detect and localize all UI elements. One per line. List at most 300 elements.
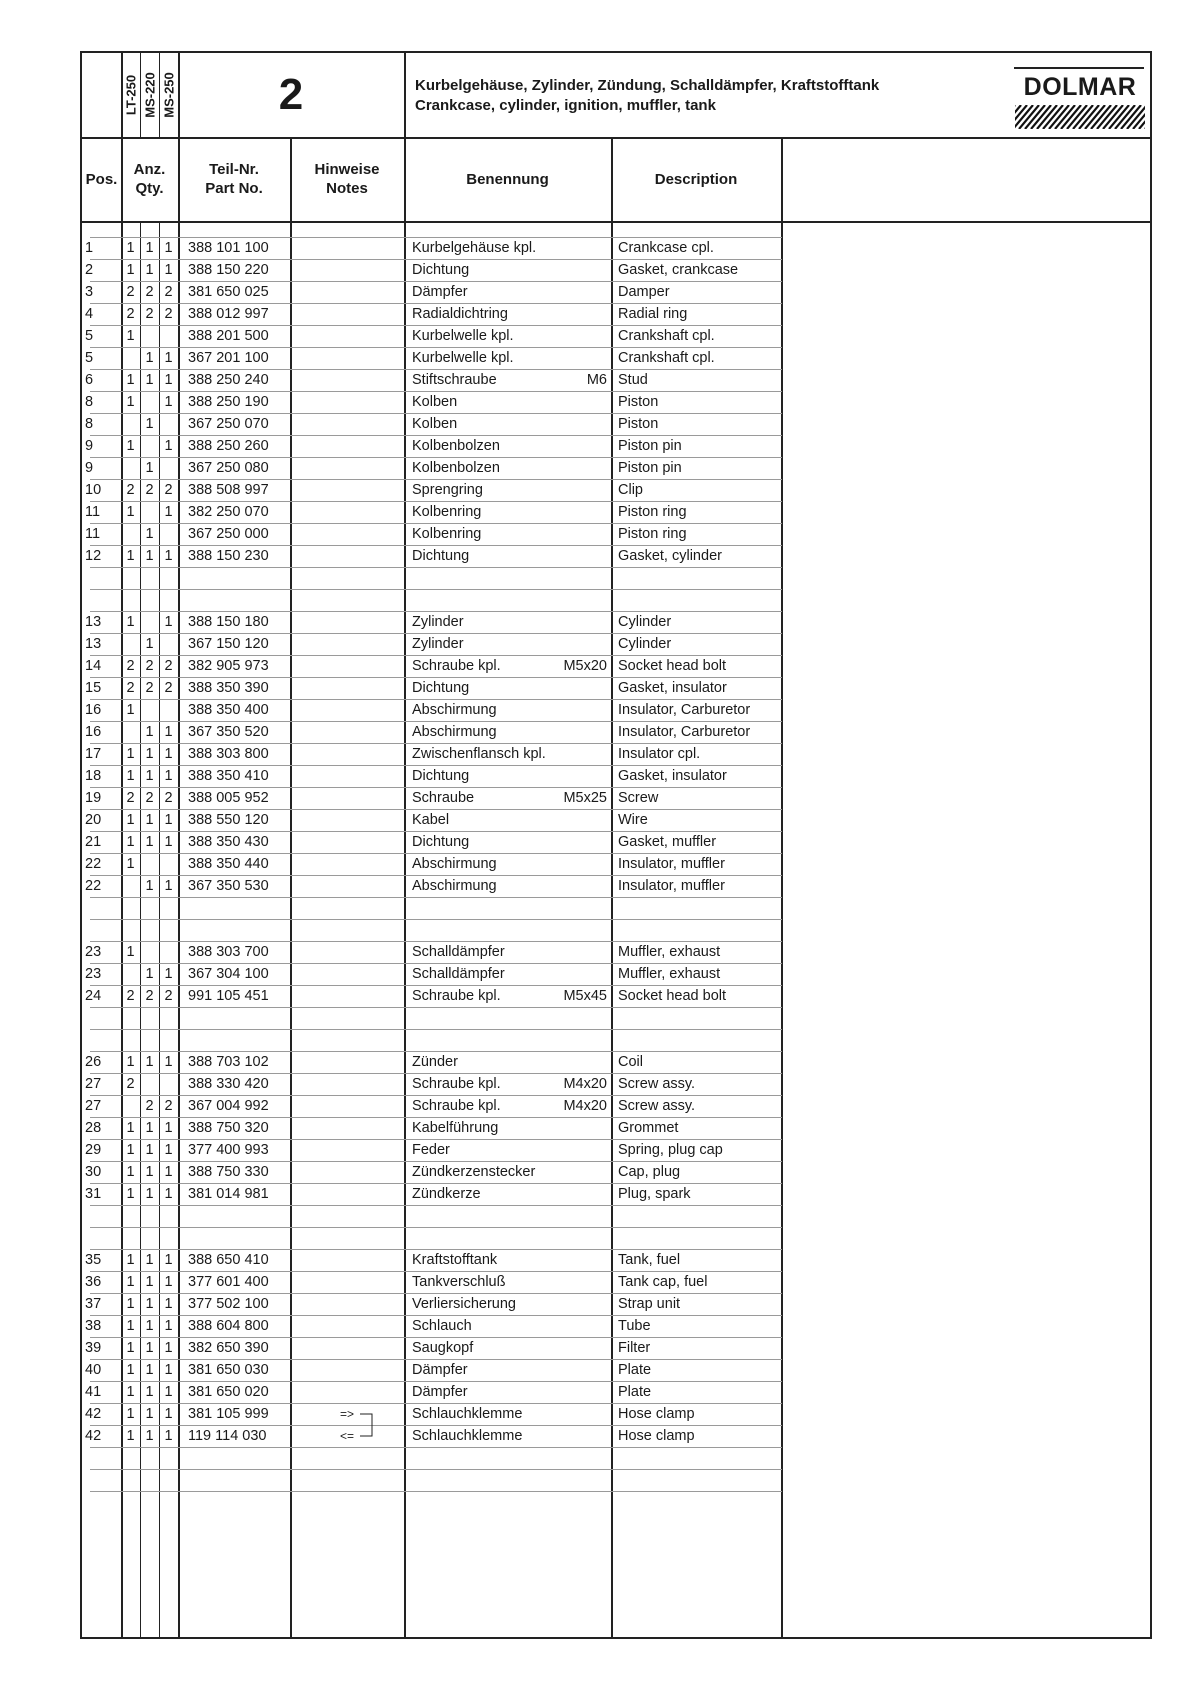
cell-q2: 1 [145,548,154,564]
model-label-ms220: MS-220 [142,72,157,118]
cell-pos: 29 [85,1142,102,1158]
cell-q2: 1 [145,526,154,542]
cell-en: Crankshaft cpl. [618,328,715,344]
cell-q3: 1 [164,394,173,410]
cell-de: Dämpfer [412,1384,468,1400]
cell-q1: 1 [126,1164,135,1180]
cell-q1: 2 [126,680,135,696]
cell-en: Stud [618,372,648,388]
cell-de: Zylinder [412,614,464,630]
cell-part: 388 703 102 [188,1054,269,1070]
cell-q1: 1 [126,504,135,520]
cell-pos: 13 [85,636,102,652]
cell-en: Socket head bolt [618,658,727,674]
cell-q3: 2 [164,306,173,322]
cell-part: 388 303 700 [188,944,269,960]
cell-q1: 1 [126,1384,135,1400]
cell-part: 367 350 520 [188,724,269,740]
cell-pos: 4 [85,306,94,322]
cell-q2: 1 [145,240,154,256]
cell-pos: 11 [85,504,101,520]
cell-pos: 16 [85,724,102,740]
cell-q2: 1 [145,746,154,762]
cell-q3: 1 [164,1186,173,1202]
cell-q1: 2 [126,790,135,806]
cell-q3: 1 [164,1384,173,1400]
cell-part: 382 650 390 [188,1340,269,1356]
cell-part: 388 750 320 [188,1120,269,1136]
cell-en: Damper [618,284,670,300]
cell-en: Wire [618,812,648,828]
cell-q2: 1 [145,1186,154,1202]
cell-q3: 2 [164,988,173,1004]
cell-q2: 1 [145,1296,154,1312]
cell-part: 991 105 451 [188,988,269,1004]
cell-q3: 1 [164,1362,173,1378]
cell-part: 367 250 070 [188,416,269,432]
cell-q2: 1 [145,1340,154,1356]
cell-en: Coil [618,1054,643,1070]
cell-en: Tank cap, fuel [618,1274,708,1290]
cell-pos: 1 [85,240,94,256]
cell-q3: 1 [164,878,173,894]
cell-part: 367 304 100 [188,966,269,982]
logo-stripes-icon [1015,105,1145,129]
cell-q2: 1 [145,1318,154,1334]
cell-de: Zündkerze [412,1186,481,1202]
cell-q3: 1 [164,834,173,850]
cell-q2: 1 [145,1384,154,1400]
cell-en: Piston pin [618,460,682,476]
cell-en: Insulator cpl. [618,746,701,762]
cell-de: Kolbenring [412,526,482,542]
page-header [82,53,1150,139]
cell-pos: 22 [85,856,102,872]
cell-q1: 1 [126,394,135,410]
cell-q1: 1 [126,240,135,256]
cell-pos: 6 [85,372,94,388]
cell-part: 367 350 530 [188,878,269,894]
cell-en: Screw assy. [618,1076,696,1092]
cell-en: Strap unit [618,1296,681,1312]
cell-de: Kolbenring [412,504,482,520]
cell-de: Abschirmung [412,724,497,740]
cell-en: Screw [618,790,659,806]
cell-de: Kolbenbolzen [412,438,500,454]
cell-q2: 1 [145,724,154,740]
cell-q1: 1 [126,768,135,784]
cell-de: Schalldämpfer [412,966,505,982]
cell-q1: 2 [126,284,135,300]
cell-q3: 1 [164,548,173,564]
cell-q1: 2 [126,1076,135,1092]
cell-de: Kolbenbolzen [412,460,500,476]
cell-de: Abschirmung [412,702,497,718]
cell-q2: 2 [145,658,154,674]
cell-pos: 39 [85,1340,102,1356]
cell-part: 388 250 260 [188,438,269,454]
cell-q3: 1 [164,1054,173,1070]
cell-en: Cap, plug [618,1164,681,1180]
cell-de: Sprengring [412,482,483,498]
cell-pos: 21 [85,834,102,850]
cell-de: Schlauch [412,1318,472,1334]
cell-part: 388 150 220 [188,262,269,278]
cell-q2: 1 [145,1406,154,1422]
cell-pos: 18 [85,768,102,784]
cell-de: Stiftschraube [412,372,497,388]
cell-q1: 1 [126,1296,135,1312]
cell-q3: 2 [164,1098,173,1114]
cell-de: Dichtung [412,680,470,696]
cell-de: Schraube kpl. [412,988,501,1004]
cell-en: Plug, spark [618,1186,691,1202]
parts-list-sheet [80,51,1152,1639]
cell-en: Screw assy. [618,1098,696,1114]
cell-pos: 10 [85,482,102,498]
cell-q2: 2 [145,482,154,498]
cell-q2: 2 [145,790,154,806]
cell-part: 382 905 973 [188,658,269,674]
cell-part: 388 350 400 [188,702,269,718]
cell-pos: 42 [85,1428,102,1444]
cell-q3: 1 [164,1252,173,1268]
cell-q2: 2 [145,680,154,696]
cell-pos: 15 [85,680,102,696]
cell-de: Kolben [412,416,458,432]
cell-q1: 1 [126,1406,135,1422]
cell-q3: 1 [164,812,173,828]
cell-q1: 1 [126,1318,135,1334]
cell-en: Piston [618,416,659,432]
cell-pos: 38 [85,1318,102,1334]
cell-q1: 2 [126,306,135,322]
cell-de: Saugkopf [412,1340,474,1356]
cell-pos: 8 [85,416,94,432]
cell-q3: 1 [164,1164,173,1180]
cell-de: Dichtung [412,834,470,850]
cell-pos: 24 [85,988,102,1004]
cell-q1: 1 [126,548,135,564]
cell-pos: 5 [85,328,94,344]
cell-en: Socket head bolt [618,988,727,1004]
cell-pos: 23 [85,966,102,982]
cell-q3: 1 [164,240,173,256]
cell-en: Gasket, muffler [618,834,717,850]
cell-q2: 2 [145,306,154,322]
cell-pos: 26 [85,1054,102,1070]
cell-q2: 1 [145,1362,154,1378]
cell-de: Zwischenflansch kpl. [412,746,546,762]
cell-de: Schlauchklemme [412,1406,523,1422]
cell-pos: 11 [85,526,101,542]
cell-q2: 1 [145,1252,154,1268]
column-header-description: Description [654,170,738,188]
cell-pos: 19 [85,790,102,806]
cell-q1: 1 [126,856,135,872]
cell-pos: 36 [85,1274,102,1290]
cell-q1: 1 [126,746,135,762]
cell-q1: 1 [126,372,135,388]
cell-q1: 1 [126,1362,135,1378]
cell-en: Radial ring [618,306,688,322]
cell-q1: 1 [126,702,135,718]
cell-q2: 1 [145,262,154,278]
cell-de: Kurbelwelle kpl. [412,328,514,344]
cell-q3: 1 [164,1318,173,1334]
section-title-en: Crankcase, cylinder, ignition, muffler, tank [415,97,716,114]
cell-en: Muffler, exhaust [618,966,721,982]
cell-pos: 22 [85,878,102,894]
cell-pos: 27 [85,1098,102,1114]
cell-q2: 1 [145,1164,154,1180]
cell-de: Dichtung [412,548,470,564]
cell-q2: 1 [145,878,154,894]
cell-de: Schraube kpl. [412,1076,501,1092]
cell-spec: M4x20 [563,1076,607,1092]
cell-q3: 1 [164,1340,173,1356]
cell-part: 388 650 410 [188,1252,269,1268]
cell-de: Zünder [412,1054,458,1070]
cell-pos: 14 [85,658,102,674]
cell-part: 367 004 992 [188,1098,269,1114]
cell-q3: 1 [164,768,173,784]
cell-q3: 1 [164,350,173,366]
cell-part: 388 350 430 [188,834,269,850]
cell-pos: 41 [85,1384,102,1400]
cell-q1: 1 [126,1186,135,1202]
cell-en: Tank, fuel [618,1252,681,1268]
cell-q2: 1 [145,350,154,366]
cell-q2: 1 [145,812,154,828]
cell-part: 388 250 240 [188,372,269,388]
cell-pos: 20 [85,812,102,828]
cell-pos: 27 [85,1076,102,1092]
cell-de: Schraube kpl. [412,658,501,674]
cell-part: 381 014 981 [188,1186,269,1202]
cell-en: Insulator, muffler [618,878,725,894]
cell-de: Dichtung [412,262,470,278]
cell-q1: 1 [126,1340,135,1356]
cell-q3: 1 [164,504,173,520]
cell-part: 377 601 400 [188,1274,269,1290]
link-bracket-icon [360,1412,380,1438]
cell-en: Hose clamp [618,1428,695,1444]
brand-name: DOLMAR [1023,73,1137,101]
cell-q3: 2 [164,482,173,498]
cell-de: Verliersicherung [412,1296,516,1312]
cell-q3: 1 [164,1296,173,1312]
cell-pos: 23 [85,944,102,960]
cell-de: Dämpfer [412,284,468,300]
cell-q3: 1 [164,1274,173,1290]
cell-en: Filter [618,1340,651,1356]
cell-q3: 1 [164,724,173,740]
cell-q2: 1 [145,460,154,476]
cell-spec: M5x45 [563,988,607,1004]
cell-pos: 9 [85,460,94,476]
cell-spec: M6 [586,372,607,388]
cell-part: 388 201 500 [188,328,269,344]
cell-q2: 1 [145,372,154,388]
cell-pos: 5 [85,350,94,366]
cell-pos: 17 [85,746,102,762]
cell-pos: 42 [85,1406,102,1422]
cell-q1: 1 [126,438,135,454]
model-label-lt250: LT-250 [123,74,138,116]
cell-de: Abschirmung [412,878,497,894]
cell-part: 367 250 000 [188,526,269,542]
cell-en: Piston [618,394,659,410]
cell-q3: 1 [164,1406,173,1422]
cell-en: Gasket, insulator [618,680,727,696]
cell-part: 388 350 410 [188,768,269,784]
cell-en: Plate [618,1384,652,1400]
cell-q1: 1 [126,834,135,850]
cell-q1: 1 [126,1054,135,1070]
cell-q1: 2 [126,482,135,498]
cell-q1: 1 [126,944,135,960]
cell-en: Insulator, Carburetor [618,724,751,740]
cell-q2: 2 [145,1098,154,1114]
cell-part: 388 750 330 [188,1164,269,1180]
cell-q1: 2 [126,658,135,674]
cell-en: Muffler, exhaust [618,944,721,960]
cell-de: Tankverschluß [412,1274,506,1290]
model-label-ms250: MS-250 [161,72,176,118]
cell-note: <= [340,1429,355,1443]
cell-en: Crankshaft cpl. [618,350,715,366]
cell-pos: 35 [85,1252,102,1268]
cell-part: 119 114 030 [188,1428,267,1444]
cell-part: 388 012 997 [188,306,269,322]
cell-q2: 2 [145,284,154,300]
cell-pos: 31 [85,1186,102,1202]
cell-en: Plate [618,1362,652,1378]
cell-pos: 40 [85,1362,102,1378]
cell-spec: M5x20 [563,658,607,674]
cell-en: Hose clamp [618,1406,695,1422]
cell-en: Piston ring [618,504,687,520]
cell-de: Kurbelwelle kpl. [412,350,514,366]
column-header-benennung: Benennung [466,170,549,188]
cell-de: Zylinder [412,636,464,652]
cell-q3: 2 [164,284,173,300]
cell-pos: 37 [85,1296,102,1312]
cell-q2: 1 [145,1142,154,1158]
cell-de: Schalldämpfer [412,944,505,960]
cell-en: Spring, plug cap [618,1142,723,1158]
cell-part: 381 650 030 [188,1362,269,1378]
cell-en: Insulator, Carburetor [618,702,751,718]
cell-part: 381 650 020 [188,1384,269,1400]
cell-q1: 1 [126,1120,135,1136]
cell-q1: 1 [126,1252,135,1268]
cell-pos: 13 [85,614,102,630]
cell-de: Kurbelgehäuse kpl. [412,240,537,256]
cell-q3: 1 [164,1120,173,1136]
cell-pos: 8 [85,394,94,410]
cell-spec: M4x20 [563,1098,607,1114]
cell-en: Piston pin [618,438,682,454]
cell-q3: 1 [164,614,173,630]
cell-q2: 1 [145,1274,154,1290]
cell-part: 388 303 800 [188,746,269,762]
cell-part: 381 650 025 [188,284,269,300]
cell-q3: 2 [164,790,173,806]
cell-de: Schraube kpl. [412,1098,501,1114]
cell-de: Kraftstofftank [412,1252,498,1268]
cell-q3: 1 [164,372,173,388]
cell-q1: 1 [126,812,135,828]
cell-q1: 1 [126,1428,135,1444]
cell-q3: 1 [164,262,173,278]
cell-pos: 2 [85,262,94,278]
cell-part: 388 150 230 [188,548,269,564]
cell-q2: 1 [145,416,154,432]
cell-de: Abschirmung [412,856,497,872]
cell-en: Grommet [618,1120,679,1136]
brand-logo [1014,61,1146,131]
cell-note: => [340,1407,355,1421]
cell-q2: 1 [145,636,154,652]
cell-part: 388 330 420 [188,1076,269,1092]
cell-pos: 3 [85,284,94,300]
cell-spec: M5x25 [563,790,607,806]
cell-part: 388 350 440 [188,856,269,872]
cell-en: Crankcase cpl. [618,240,714,256]
cell-part: 388 550 120 [188,812,269,828]
cell-de: Dämpfer [412,1362,468,1378]
cell-q3: 2 [164,680,173,696]
column-header-part-no: Teil-Nr. Part No. [205,161,263,197]
cell-q2: 1 [145,966,154,982]
cell-pos: 12 [85,548,102,564]
cell-part: 388 005 952 [188,790,269,806]
column-header-notes: Hinweise Notes [314,161,380,197]
cell-en: Cylinder [618,614,672,630]
cell-q3: 1 [164,1142,173,1158]
cell-pos: 30 [85,1164,102,1180]
cell-q1: 1 [126,328,135,344]
cell-q3: 2 [164,658,173,674]
cell-part: 377 400 993 [188,1142,269,1158]
cell-q1: 1 [126,1142,135,1158]
cell-de: Zündkerzenstecker [412,1164,536,1180]
cell-q3: 1 [164,438,173,454]
cell-q3: 1 [164,966,173,982]
cell-en: Insulator, muffler [618,856,725,872]
section-number: 2 [278,70,304,119]
cell-q1: 1 [126,614,135,630]
column-header-qty: Anz. Qty. [133,161,166,197]
cell-de: Feder [412,1142,450,1158]
cell-q2: 1 [145,768,154,784]
cell-q1: 1 [126,1274,135,1290]
column-header-pos: Pos. [85,170,118,188]
cell-part: 388 101 100 [188,240,269,256]
cell-part: 388 250 190 [188,394,269,410]
cell-part: 388 508 997 [188,482,269,498]
cell-en: Piston ring [618,526,687,542]
cell-q1: 1 [126,262,135,278]
cell-de: Schraube [412,790,475,806]
cell-part: 388 604 800 [188,1318,269,1334]
cell-part: 388 150 180 [188,614,269,630]
cell-part: 377 502 100 [188,1296,269,1312]
cell-q3: 1 [164,746,173,762]
cell-part: 367 150 120 [188,636,269,652]
